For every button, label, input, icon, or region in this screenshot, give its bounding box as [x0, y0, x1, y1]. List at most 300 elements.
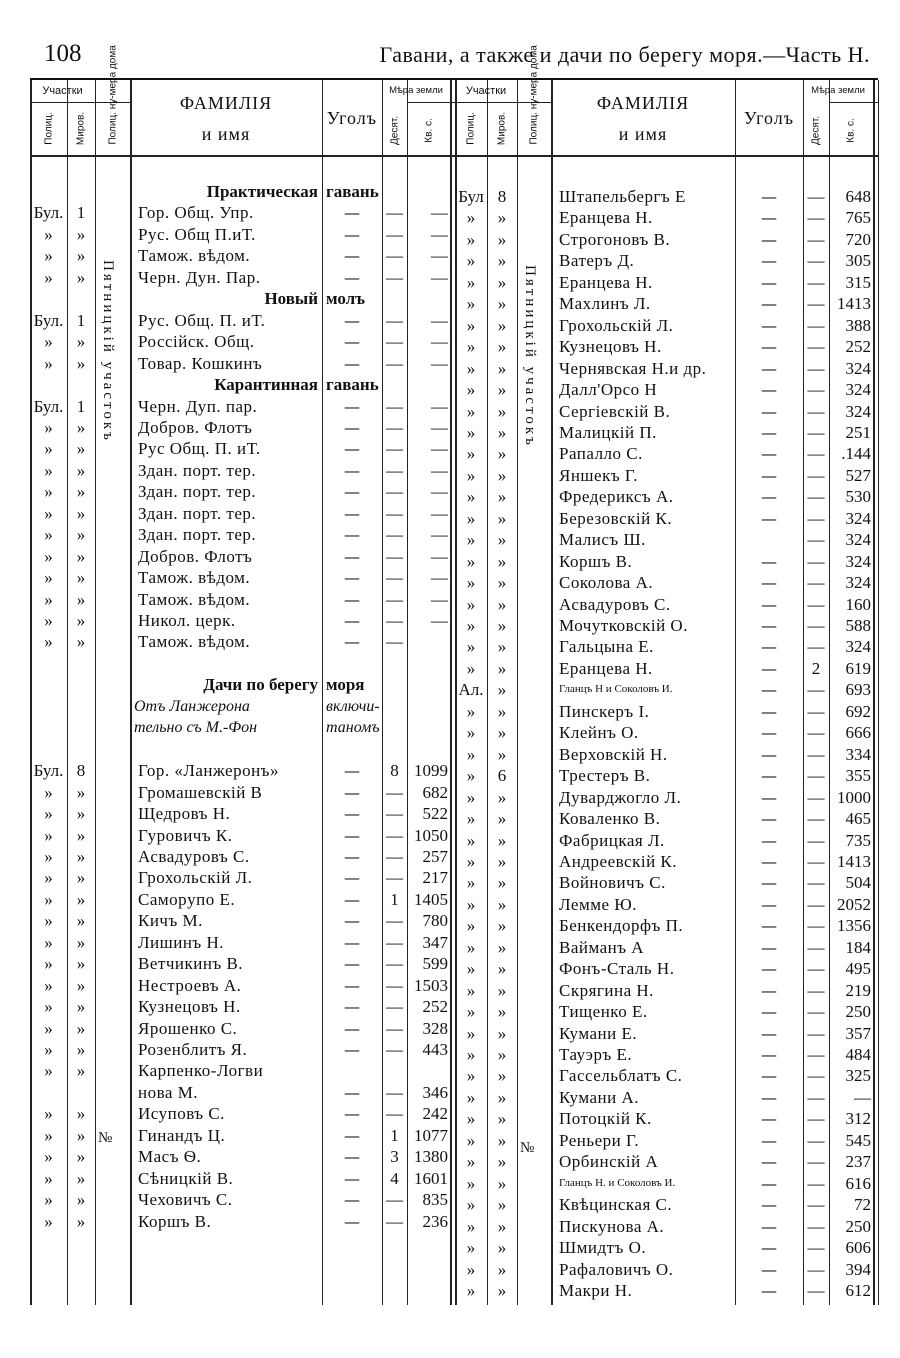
owner-name: Россійск. Общ. [138, 332, 255, 352]
police-district: » [466, 787, 476, 807]
corner-cell: — [344, 825, 360, 845]
desyatiny-value: — [807, 358, 825, 378]
kv-sazheni-value: 250 [845, 1002, 871, 1022]
kv-sazheni-value: — [431, 267, 448, 287]
peace-district: » [497, 401, 507, 421]
police-district: » [466, 809, 476, 829]
owner-name: Кузнецовъ Н. [559, 337, 662, 357]
owner-name: Карпенко-Логви [138, 1061, 264, 1081]
kv-sazheni-value: 250 [845, 1216, 871, 1236]
corner-cell: — [344, 546, 360, 566]
desyatiny-value: — [386, 611, 403, 630]
table-row [455, 379, 878, 400]
police-district: » [466, 1280, 476, 1300]
desyatiny-value: 4 [390, 1168, 399, 1188]
owner-name: Рус. Общ. П. иТ. [138, 310, 266, 330]
owner-name: Войновичъ С. [559, 873, 666, 893]
table-row [30, 503, 455, 524]
desyatiny-value: — [807, 1216, 825, 1236]
police-district: » [44, 1104, 53, 1124]
desyatiny-value: — [807, 680, 825, 700]
owner-name: Далл'Орсо Н [559, 380, 658, 400]
section-note-cont: таномъ [326, 719, 380, 737]
owner-name: Щедровъ Н. [138, 804, 231, 824]
owner-name: Асвадуровъ С. [559, 594, 671, 614]
desyatiny-value: — [807, 272, 825, 292]
desyatiny-value: — [386, 1082, 403, 1102]
peace-district: » [497, 551, 507, 571]
owner-name: Шмидтъ О. [559, 1238, 647, 1258]
owner-name: Потоцкій К. [559, 1109, 652, 1129]
peace-district: » [497, 1152, 507, 1172]
police-district: » [44, 932, 53, 952]
corner-cell: — [761, 1238, 777, 1258]
owner-name: Тамож. вѣдом. [138, 632, 251, 652]
table-row [30, 589, 455, 610]
table-row [30, 1168, 455, 1189]
peace-district: » [76, 589, 86, 609]
table-row [30, 524, 455, 545]
owner-name: Соколова А. [559, 573, 654, 593]
table-row [30, 567, 455, 588]
corner-cell: — [761, 701, 777, 721]
kv-sazheni-value: 324 [845, 530, 871, 550]
owner-name: Товар. Кошкинъ [138, 353, 263, 373]
owner-name: Кузнецовъ Н. [138, 997, 241, 1017]
corner-cell: — [761, 1087, 777, 1107]
header-subrule [407, 102, 455, 103]
corner-cell: — [761, 272, 777, 292]
corner-cell: — [761, 465, 777, 485]
peace-district: » [497, 487, 507, 507]
table-row [30, 953, 455, 974]
police-district: Бул. [33, 310, 64, 330]
peace-district [67, 1082, 95, 1103]
table-row [455, 958, 878, 979]
kv-sazheni-value [407, 1060, 448, 1081]
table-row [455, 980, 878, 1001]
kv-sazheni-value: 184 [845, 937, 871, 957]
peace-district: » [76, 868, 86, 888]
corner-cell [322, 1060, 382, 1081]
kv-sazheni-value: 606 [845, 1238, 871, 1258]
table-row [455, 744, 878, 765]
desyatiny-value: — [386, 224, 403, 244]
kv-sazheni-value: 388 [845, 315, 871, 335]
peace-district: » [497, 744, 507, 764]
owner-name: Масъ Ѳ. [138, 1147, 202, 1167]
section-note: Отъ Ланжерона [134, 697, 250, 715]
desyatiny-value: — [807, 1045, 825, 1064]
header-subrule [829, 102, 878, 103]
corner-cell: — [344, 632, 360, 652]
police-district: » [466, 894, 476, 914]
kv-sazheni-value: 324 [845, 551, 871, 571]
police-district: » [466, 1259, 476, 1279]
corner-cell: — [344, 353, 360, 373]
police-district: » [466, 637, 476, 657]
kv-sazheni-value: 324 [845, 401, 871, 421]
kv-sazheni-value: 1503 [414, 975, 448, 995]
peace-district: » [497, 294, 507, 314]
peace-district: » [497, 1002, 507, 1022]
kv-sazheni-value: 237 [845, 1152, 871, 1172]
peace-district: » [76, 1104, 86, 1124]
desyatiny-value: — [386, 482, 403, 502]
desyatiny-value: — [386, 632, 403, 652]
peace-district: » [497, 916, 507, 936]
owner-name: Скрягина Н. [559, 980, 654, 1000]
peace-district: » [497, 508, 507, 528]
kv-sazheni-value: 692 [845, 701, 871, 721]
corner-cell: — [344, 889, 360, 909]
owner-name: Тищенко Е. [559, 1002, 648, 1022]
peace-district: » [76, 546, 86, 566]
peace-district: » [76, 439, 86, 459]
kv-sazheni-value: 1099 [414, 761, 448, 781]
table-row [455, 486, 878, 507]
table-row [455, 1044, 878, 1065]
table-row [30, 1211, 455, 1232]
peace-district: » [76, 1018, 86, 1038]
table-row [455, 1065, 878, 1086]
column-header-uchastki: Участки [465, 85, 507, 97]
kv-sazheni-value: — [431, 589, 448, 609]
police-district: » [466, 1216, 476, 1236]
corner-cell: — [761, 937, 777, 957]
kv-sazheni-value: 324 [845, 573, 871, 593]
corner-cell: — [761, 637, 777, 657]
desyatiny-value: — [386, 975, 403, 995]
kv-sazheni-value: — [431, 482, 448, 502]
peace-district: » [497, 1023, 507, 1043]
kv-sazheni-value: 347 [422, 932, 448, 952]
kv-sazheni-value: 599 [422, 954, 448, 974]
desyatiny-value: — [386, 825, 403, 845]
peace-district: » [497, 851, 507, 871]
peace-district: » [497, 530, 507, 550]
owner-name: Гор. «Ланжеронъ» [138, 761, 279, 781]
kv-sazheni-value: — [431, 203, 448, 223]
corner-cell: — [344, 332, 360, 352]
peace-district: » [497, 830, 507, 850]
owner-name: Штапельбергъ Е [559, 187, 686, 206]
owner-name: Тамож. вѣдом. [138, 589, 251, 609]
section-note: тельно съ М.-Фон [134, 719, 258, 737]
corner-cell: — [761, 1152, 777, 1172]
corner-cell: — [761, 337, 777, 357]
police-district: » [466, 701, 476, 721]
owner-name: Лемме Ю. [559, 894, 637, 914]
corner-cell: — [761, 187, 777, 206]
police-district: » [44, 353, 53, 373]
police-district: » [44, 1147, 53, 1167]
kv-sazheni-value: 160 [845, 594, 871, 614]
table-row [455, 551, 878, 572]
corner-cell: — [344, 1104, 360, 1124]
desyatiny-value: — [807, 959, 825, 979]
corner-cell: — [761, 1173, 777, 1193]
corner-cell: — [761, 830, 777, 850]
owner-name: Верховскій Н. [559, 744, 668, 764]
police-district: » [466, 465, 476, 485]
police-district: Ал. [458, 680, 484, 700]
owner-name: Кичъ М. [138, 911, 203, 931]
peace-district: » [497, 616, 507, 635]
kv-sazheni-value: 355 [845, 766, 871, 786]
corner-cell: — [761, 444, 777, 464]
owner-name: Здан. порт. тер. [138, 460, 257, 480]
kv-sazheni-value: 1601 [414, 1168, 448, 1188]
owner-name: Асвадуровъ С. [138, 846, 250, 866]
corner-cell: — [344, 267, 360, 287]
police-district: » [466, 380, 476, 400]
peace-district: » [497, 980, 507, 1000]
peace-district: » [497, 208, 507, 228]
police-district: » [44, 997, 53, 1017]
owner-name: Сѣницкій В. [138, 1168, 234, 1188]
page-header [44, 40, 870, 76]
owner-name: Здан. порт. тер. [138, 482, 257, 502]
table-row [455, 186, 878, 207]
table-row [455, 787, 878, 808]
desyatiny-value: — [807, 809, 825, 829]
owner-name: Рус. Общ П.иТ. [138, 224, 256, 244]
peace-district: » [497, 959, 507, 979]
table-row [455, 658, 878, 679]
desyatiny-value: — [807, 616, 825, 635]
peace-district: » [76, 1147, 86, 1167]
peace-district: » [76, 782, 86, 802]
police-district: » [466, 422, 476, 442]
corner-cell: — [344, 932, 360, 952]
kv-sazheni-value: 530 [845, 487, 871, 507]
owner-name: Еранцева Н. [559, 208, 653, 228]
corner-cell: — [761, 1195, 777, 1215]
police-district: » [466, 1152, 476, 1172]
peace-district: » [497, 658, 507, 678]
corner-cell: — [761, 229, 777, 249]
kv-sazheni-value: 619 [845, 658, 871, 678]
section-heading-cont: молъ [326, 289, 366, 309]
owner-name: Пинскеръ I. [559, 701, 650, 721]
section-note-cont: включи- [326, 697, 380, 715]
column-header-house-number: Полиц. ну-мера дома [528, 45, 540, 145]
table-row [30, 631, 455, 652]
desyatiny-value: — [386, 932, 403, 952]
owner-name: Коваленко В. [559, 809, 661, 829]
table-row [455, 1216, 878, 1237]
desyatiny-value: — [807, 744, 825, 764]
kv-sazheni-value: 545 [845, 1130, 871, 1150]
kv-sazheni-value: 522 [422, 804, 448, 824]
police-district: » [466, 980, 476, 1000]
corner-cell: — [761, 1130, 777, 1150]
owner-name: Добров. Флотъ [138, 546, 253, 566]
owner-name: Клейнъ О. [559, 723, 639, 743]
owner-name: Черн. Дун. Пар. [138, 267, 261, 287]
table-row [30, 1018, 455, 1039]
kv-sazheni-value: 251 [845, 422, 871, 442]
corner-cell: — [761, 251, 777, 271]
police-district: » [44, 525, 53, 545]
column-header-land: Мѣра земли [811, 85, 865, 96]
peace-district: » [497, 787, 507, 807]
police-district: » [466, 744, 476, 764]
peace-district: » [497, 937, 507, 957]
kv-sazheni-value: 504 [845, 873, 871, 893]
owner-name: Строгоновъ В. [559, 229, 671, 249]
corner-cell: — [344, 568, 360, 588]
table-row [30, 1082, 455, 1103]
peace-district: » [497, 1173, 507, 1193]
table-row [30, 846, 455, 867]
desyatiny-value: — [807, 208, 825, 228]
desyatiny-value: — [807, 1195, 825, 1215]
kv-sazheni-value: 527 [845, 465, 871, 485]
kv-sazheni-value: 252 [422, 997, 448, 1017]
peace-district: » [76, 525, 86, 545]
police-district: » [466, 1195, 476, 1215]
kv-sazheni-value: 219 [845, 980, 871, 1000]
desyatiny-value: 1 [390, 889, 399, 909]
desyatiny-value: — [807, 229, 825, 249]
desyatiny-value: — [386, 332, 403, 352]
police-district: » [466, 337, 476, 357]
column-header-land: Мѣра земли [389, 85, 443, 96]
corner-cell: — [344, 997, 360, 1017]
police-district: » [466, 916, 476, 936]
column-header-polits: Полиц. [465, 112, 477, 145]
owner-name: Рапалло С. [559, 444, 643, 464]
table-row [30, 1125, 455, 1146]
peace-district: » [497, 1130, 507, 1150]
police-district: » [44, 782, 53, 802]
table-row [455, 1173, 878, 1194]
desyatiny-value: — [386, 246, 403, 266]
desyatiny-value: — [807, 294, 825, 314]
police-district: » [44, 1061, 53, 1081]
table-row [455, 250, 878, 271]
table-row [30, 674, 455, 695]
peace-district: » [497, 1238, 507, 1258]
owner-name: Фонъ-Сталь Н. [559, 959, 675, 979]
column-header-surname: ФАМИЛІЯ [179, 93, 273, 113]
police-district: » [466, 1087, 476, 1107]
table-row [455, 1087, 878, 1108]
desyatiny-value [382, 1060, 407, 1081]
police-district: » [466, 401, 476, 421]
desyatiny-value: — [386, 203, 403, 223]
police-district: » [466, 1066, 476, 1086]
police-district: » [466, 851, 476, 871]
peace-district: » [76, 1040, 86, 1059]
peace-district: » [497, 1259, 507, 1279]
kv-sazheni-value: 1380 [414, 1147, 448, 1167]
kv-sazheni-value [407, 631, 448, 652]
owner-name: Гассельблатъ С. [559, 1066, 683, 1086]
table-row [455, 207, 878, 228]
table-row [455, 679, 878, 700]
table-row [30, 867, 455, 888]
table-row [455, 851, 878, 872]
peace-district: » [76, 1211, 86, 1231]
kv-sazheni-value: 312 [845, 1109, 871, 1129]
peace-district: » [76, 975, 86, 995]
police-district: » [466, 208, 476, 228]
desyatiny-value: — [807, 422, 825, 442]
police-district: » [44, 568, 53, 588]
police-district: » [44, 267, 53, 287]
corner-cell: — [344, 1082, 360, 1102]
corner-cell: — [344, 804, 360, 824]
table-row [455, 465, 878, 486]
table-row [30, 374, 455, 395]
corner-cell: — [344, 1168, 360, 1188]
owner-name: Здан. порт. тер. [138, 525, 257, 545]
police-district: » [466, 573, 476, 593]
peace-district: 1 [76, 203, 86, 223]
corner-cell: — [761, 916, 777, 936]
peace-district: » [497, 380, 507, 400]
kv-sazheni-value: 305 [845, 251, 871, 271]
police-district: » [466, 766, 476, 786]
kv-sazheni-value: 495 [845, 959, 871, 979]
table-row [455, 293, 878, 314]
peace-district: » [497, 444, 507, 464]
table-row [30, 996, 455, 1017]
peace-district: » [76, 911, 86, 931]
column-header-desyatiny: Десят. [810, 116, 822, 145]
corner-cell: — [761, 315, 777, 335]
desyatiny-value: 1 [390, 1125, 399, 1145]
kv-sazheni-value: 324 [845, 508, 871, 528]
police-district: » [466, 1130, 476, 1150]
owner-name: Малицкій П. [559, 422, 657, 442]
police-district: » [44, 804, 53, 824]
owner-name: Фабрицкая Л. [559, 830, 665, 850]
peace-district: » [497, 229, 507, 249]
owner-name: Ветчикинъ В. [138, 954, 244, 974]
corner-cell: — [761, 658, 777, 678]
table-row [455, 508, 878, 529]
section-heading: Дачи по берегу [203, 675, 318, 695]
peace-district: » [497, 894, 507, 914]
column-header-desyatiny: Десят. [389, 116, 400, 145]
corner-cell: — [761, 894, 777, 914]
police-district: » [466, 530, 476, 550]
kv-sazheni-value: 324 [845, 637, 871, 657]
number-sign: № [98, 1130, 113, 1146]
kv-sazheni-value: 648 [845, 187, 871, 206]
peace-district: » [76, 1061, 86, 1081]
column-header-name: и имя [618, 124, 668, 144]
police-district: » [466, 873, 476, 893]
desyatiny-value: — [386, 782, 403, 802]
kv-sazheni-value: 693 [845, 680, 871, 700]
table-row [30, 825, 455, 846]
peace-district: » [76, 932, 86, 952]
desyatiny-value: — [386, 997, 403, 1017]
kv-sazheni-value: — [431, 246, 448, 266]
owner-name: Розенблитъ Я. [138, 1040, 248, 1059]
kv-sazheni-value: 217 [422, 868, 448, 888]
table-row [455, 443, 878, 464]
owner-name: Орбинскій А [559, 1152, 659, 1172]
table-row [30, 460, 455, 481]
kv-sazheni-value: 252 [845, 337, 871, 357]
desyatiny-value: — [807, 1130, 825, 1150]
